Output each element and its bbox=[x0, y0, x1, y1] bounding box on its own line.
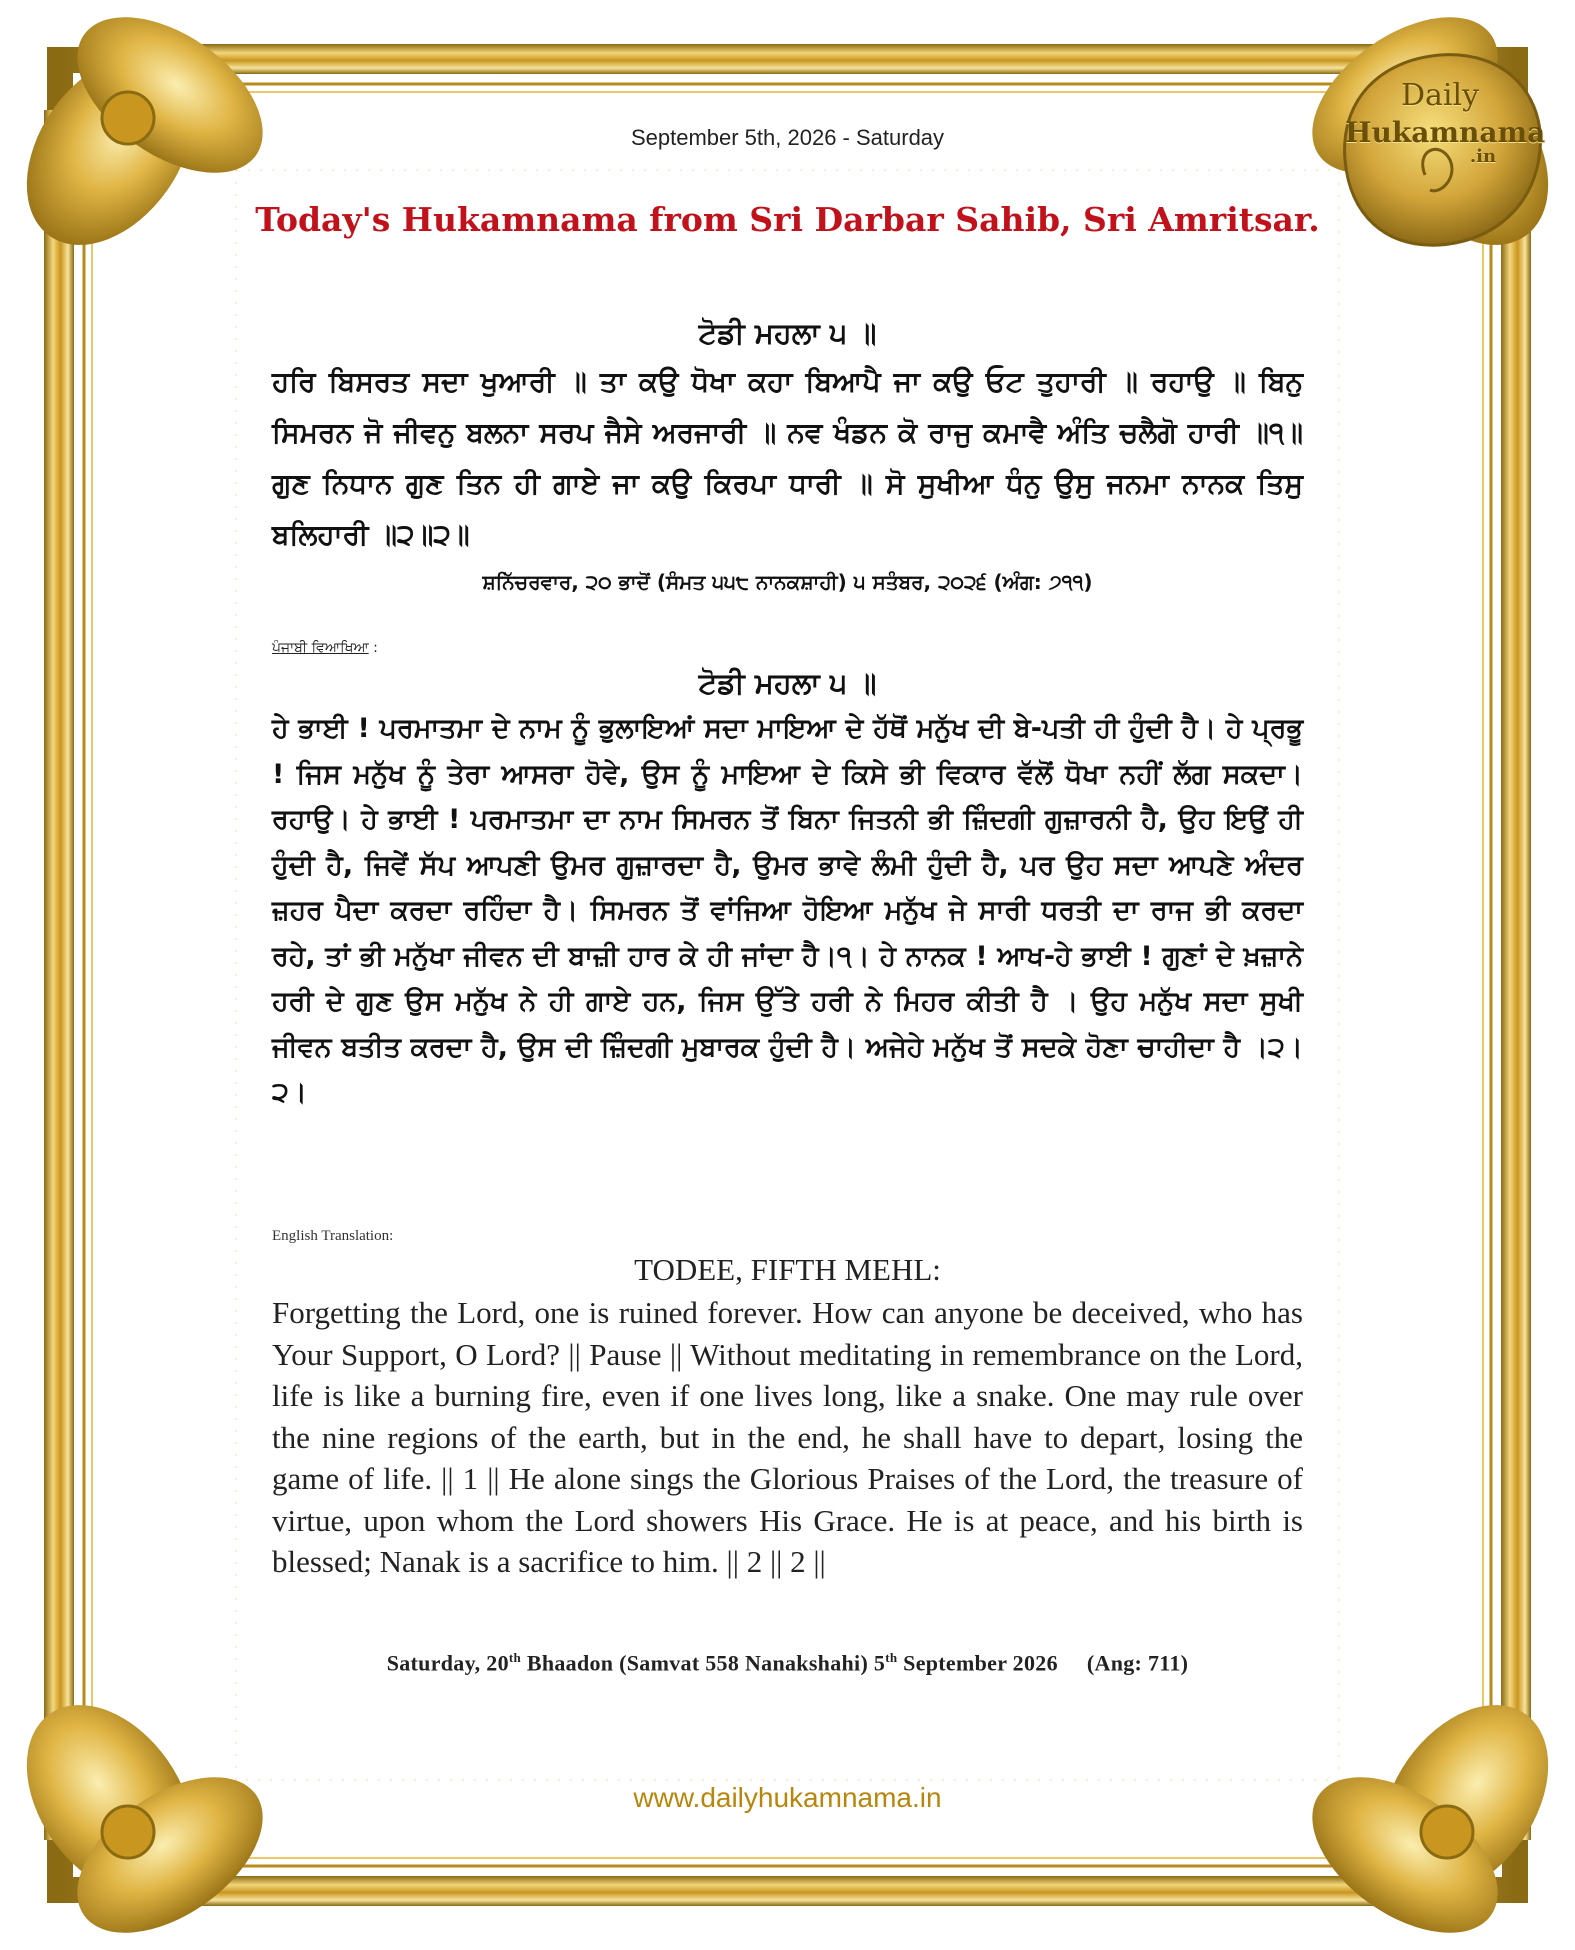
footer-middle: Bhaadon (Samvat 558 Nanakshahi) 5 bbox=[521, 1650, 886, 1676]
footer-day: Saturday, 20 bbox=[386, 1650, 509, 1676]
shabad-heading: ਟੋਡੀ ਮਹਲਾ ੫ ॥ bbox=[698, 316, 877, 350]
vyakhya-text: ਹੇ ਭਾਈ ! ਪਰਮਾਤਮਾ ਦੇ ਨਾਮ ਨੂੰ ਭੁਲਾਇਆਂ ਸਦਾ ਮਾਇਆ ਦੇ ਹੱਥੋਂ ਮਨੁੱਖ ਦੀ ਬੇ-ਪਤੀ ਹੀ ਹੁੰਦੀ ਹੈ। ਹੇ ਪ੍ਰਭੂ ! ਜਿਸ ਮਨੁੱਖ ਨੂੰ ਤੇਰਾ ਆਸਰਾ ਹੋਵੇ, ਉਸ ਨੂੰ ਮਾਇਆ ਦੇ ਕਿਸੇ ਭੀ ਵਿਕਾਰ ਵੱਲੋਂ ਧੋਖਾ ਨਹੀਂ ਲੱਗ ਸਕਦਾ।ਰਹਾਉ। ਹੇ ਭਾਈ ! ਪਰਮਾਤਮਾ ਦਾ ਨਾਮ ਸਿਮਰਨ ਤੋਂ ਬਿਨਾ ਜਿਤਨੀ ਭੀ ਜ਼ਿੰਦਗੀ ਗੁਜ਼ਾਰਨੀ ਹੈ, ਉਹ ਇਉਂ ਹੀ ਹੁੰਦੀ ਹੈ, ਜਿਵੇਂ ਸੱਪ ਆਪਣੀ ਉਮਰ ਗੁਜ਼ਾਰਦਾ ਹੈ, ਉਮਰ ਭਾਵੇ ਲੰਮੀ ਹੁੰਦੀ ਹੈ, ਪਰ ਉਹ ਸਦਾ ਆਪਣੇ ਅੰਦਰ ਜ਼ਹਰ ਪੈਦਾ ਕਰਦਾ ਰਹਿੰਦਾ ਹੈ। ਸਿਮਰਨ ਤੋਂ ਵਾਂਜਿਆ ਹੋਇਆ ਮਨੁੱਖ ਜੇ ਸਾਰੀ ਧਰਤੀ ਦਾ ਰਾਜ ਭੀ ਕਰਦਾ ਰਹੇ, ਤਾਂ ਭੀ ਮਨੁੱਖਾ ਜੀਵਨ ਦੀ ਬਾਜ਼ੀ ਹਾਰ ਕੇ ਹੀ ਜਾਂਦਾ ਹੈ।੧। ਹੇ ਨਾਨਕ ! ਆਖ-ਹੇ ਭਾਈ ! ਗੁਣਾਂ ਦੇ ਖ਼ਜ਼ਾਨੇ ਹਰੀ ਦੇ ਗੁਣ ਉਸ ਮਨੁੱਖ ਨੇ ਹੀ ਗਾਏ ਹਨ, ਜਿਸ ਉੱਤੇ ਹਰੀ ਨੇ ਮਿਹਰ ਕੀਤੀ ਹੈ । ਉਹ ਮਨੁੱਖ ਸਦਾ ਸੁਖੀ ਜੀਵਨ ਬਤੀਤ ਕਰਦਾ ਹੈ, ਉਸ ਦੀ ਜ਼ਿੰਦਗੀ ਮੁਬਾਰਕ ਹੁੰਦੀ ਹੈ। ਅਜੇਹੇ ਮਨੁੱਖ ਤੋਂ ਸਦਕੇ ਹੋਣਾ ਚਾਹੀਦਾ ਹੈ ।੨।੨। bbox=[272, 713, 1303, 1108]
logo-text-in: .in bbox=[1469, 146, 1497, 167]
daily-hukamnama-logo bbox=[1345, 48, 1546, 238]
punjabi-vyakhya-label-suffix: : bbox=[368, 640, 378, 656]
corner-bow-bottom-left bbox=[0, 1674, 290, 1950]
date-line: September 5th, 2026 - Saturday bbox=[630, 125, 945, 150]
footer-month-sup: th bbox=[885, 1650, 898, 1665]
footer-day-sup: th bbox=[508, 1650, 522, 1665]
punjabi-date-line: ਸ਼ਨਿੱਚਰਵਾਰ, ੨੦ ਭਾਦੋਂ (ਸੰਮਤ ੫੫੮ ਨਾਨਕਸ਼ਾਹੀ) ੫ ਸਤੰਬਰ, ੨੦੨੬ (ਅੰਗ: ੭੧੧) bbox=[482, 570, 1093, 594]
page-title: Today's Hukamnama from Sri Darbar Sahib, Sri Amritsar. bbox=[255, 200, 1320, 239]
footer-ang: (Ang: 711) bbox=[1086, 1650, 1189, 1676]
english-translation-label: English Translation: bbox=[272, 1228, 394, 1244]
punjabi-vyakhya-label bbox=[272, 640, 378, 656]
footer-end: September 2026 bbox=[897, 1650, 1058, 1676]
english-translation-text: Forgetting the Lord, one is ruined forever. How can anyone be deceived, who has Your Support, O Lord? || Pause || Without meditating in remembrance on the Lord, life is like a burning fire, even if one lives long, like a snake. One may rule over the nine regions of the earth, but in the end, he shall have to depart, losing the game of life. || 1 || He alone sings the Glorious Praises of the Lord, the treasure of virtue, upon whom the Lord showers His Grace. He is at peace, and his birth is blessed; Nanak is a sacrifice to him. || 2 || 2 || bbox=[272, 1295, 1303, 1579]
english-heading: TODEE, FIFTH MEHL: bbox=[634, 1252, 941, 1287]
logo-text-hukamnama: Hukamnama bbox=[1345, 116, 1546, 149]
corner-bow-bottom-right bbox=[1285, 1674, 1575, 1950]
vyakhya-heading: ਟੋਡੀ ਮਹਲਾ ੫ ॥ bbox=[698, 666, 877, 700]
website-link[interactable]: www.dailyhukamnama.in bbox=[633, 1782, 942, 1813]
corner-bow-top-left bbox=[0, 0, 290, 276]
logo-text-daily: Daily bbox=[1400, 78, 1480, 113]
english-date-line bbox=[272, 1650, 1303, 1676]
punjabi-vyakhya-label-text: ਪੰਜਾਬੀ ਵਿਆਖਿਆ bbox=[272, 640, 369, 656]
shabad-text: ਹਰਿ ਬਿਸਰਤ ਸਦਾ ਖੁਆਰੀ ॥ ਤਾ ਕਉ ਧੋਖਾ ਕਹਾ ਬਿਆਪੈ ਜਾ ਕਉ ਓਟ ਤੁਹਾਰੀ ॥ ਰਹਾਉ ॥ ਬਿਨੁ ਸਿਮਰਨ ਜੋ ਜੀਵਨੁ ਬਲਨਾ ਸਰਪ ਜੈਸੇ ਅਰਜਾਰੀ ॥ ਨਵ ਖੰਡਨ ਕੋ ਰਾਜੁ ਕਮਾਵੈ ਅੰਤਿ ਚਲੈਗੋ ਹਾਰੀ ॥੧॥ ਗੁਣ ਨਿਧਾਨ ਗੁਣ ਤਿਨ ਹੀ ਗਾਏ ਜਾ ਕਉ ਕਿਰਪਾ ਧਾਰੀ ॥ ਸੋ ਸੁਖੀਆ ਧੰਨੁ ਉਸੁ ਜਨਮਾ ਨਾਨਕ ਤਿਸੁ ਬਲਿਹਾਰੀ ॥੨॥੨॥ bbox=[272, 365, 1303, 551]
